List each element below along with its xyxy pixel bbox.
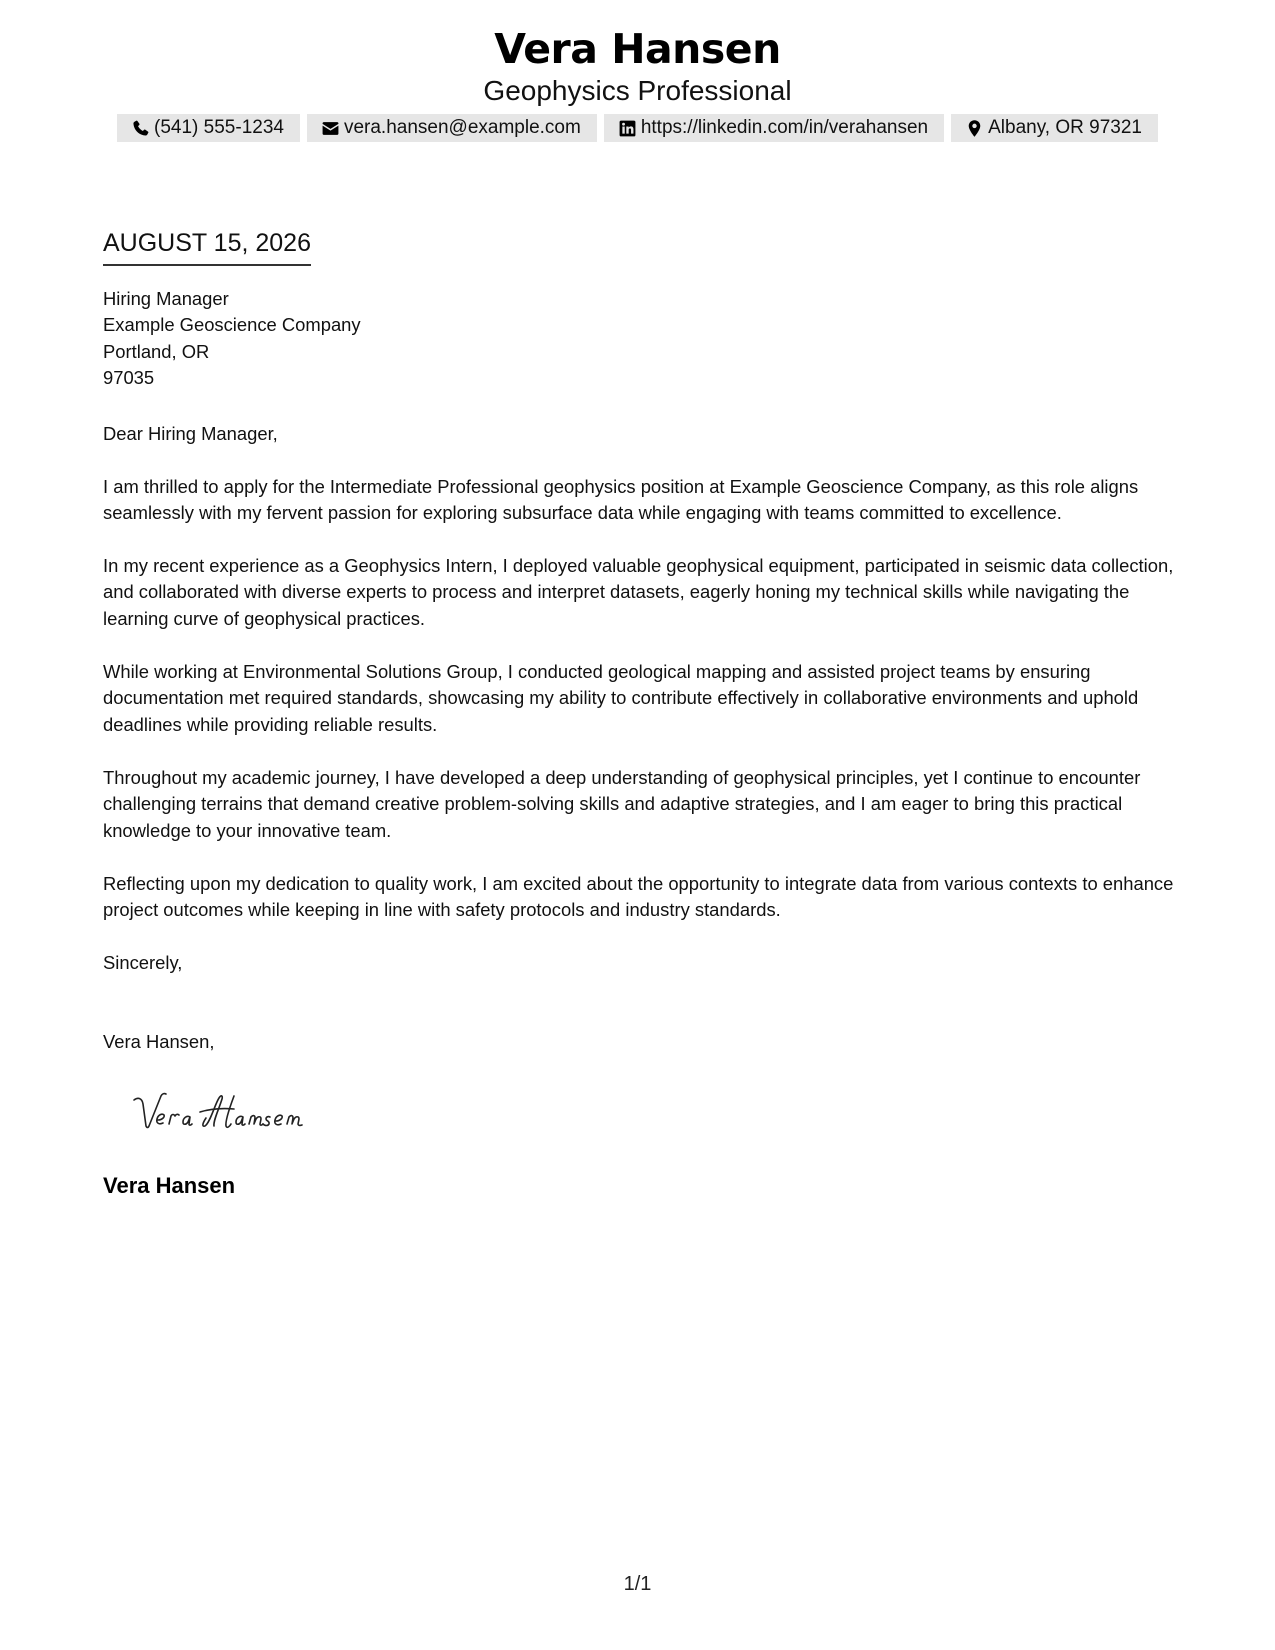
closing: Sincerely, — [103, 952, 183, 973]
body-paragraph: While working at Environmental Solutions Group, I conducted geological mapping and assisted project teams by ensuring documentation met required standards, showcasing my ability to contribute effectively in collaborative environments and uphold deadlines while providing reliable results. — [103, 661, 1139, 735]
applicant-name: Vera Hansen — [494, 25, 781, 73]
recipient-line: 97035 — [103, 366, 155, 388]
printed-name: Vera Hansen — [103, 1173, 236, 1198]
contact-bar — [0, 114, 1275, 142]
body-paragraph: I am thrilled to apply for the Intermediate Professional geophysics position at Example Geoscience Company, as this role aligns seamlessly with my fervent passion for exploring subsurface data while engaging with teams committed to excellence. — [103, 476, 1139, 524]
letter-date: AUGUST 15, 2026 — [103, 228, 311, 266]
letterhead — [0, 22, 1275, 108]
body-paragraph: Reflecting upon my dedication to quality work, I am excited about the opportunity to integrate data from various contexts to enhance project outcomes while keeping in line with safety protocols and industry standards. — [103, 873, 1174, 921]
envelope-icon — [321, 119, 340, 138]
contact-phone[interactable] — [117, 114, 300, 142]
contact-location-text: Albany, OR 97321 — [988, 117, 1142, 138]
contact-linkedin-text: https://linkedin.com/in/verahansen — [640, 117, 929, 138]
applicant-title: Geophysics Professional — [483, 75, 792, 106]
recipient-block — [103, 286, 1183, 391]
contact-linkedin[interactable] — [604, 114, 944, 142]
contact-phone-text: (541) 555-1234 — [154, 117, 284, 138]
salutation: Dear Hiring Manager, — [103, 423, 278, 444]
body-paragraph: Throughout my academic journey, I have developed a deep understanding of geophysical principles, yet I continue to encounter challenging terrains that demand creative problem-solving skills and adaptive strategies, and I am eager to bring this practical knowledge to your innovative team. — [103, 767, 1141, 841]
recipient-line: Portland, OR — [103, 340, 210, 362]
recipient-line: Hiring Manager — [103, 288, 229, 309]
handwritten-signature — [128, 1088, 338, 1138]
signoff-name: Vera Hansen, — [103, 1031, 215, 1052]
recipient-line: Example Geoscience Company — [103, 314, 361, 336]
contact-location[interactable] — [951, 114, 1158, 142]
page-number: 1/1 — [623, 1573, 652, 1595]
phone-icon — [131, 119, 150, 138]
contact-email[interactable] — [307, 114, 597, 142]
map-pin-icon — [965, 119, 984, 138]
contact-email-text: vera.hansen@example.com — [343, 117, 581, 138]
linkedin-icon — [618, 119, 637, 138]
body-paragraph: In my recent experience as a Geophysics Intern, I deployed valuable geophysical equipment, participated in seismic data collection, and collaborated with diverse experts to process and interpret datasets, eagerly honing my technical skills while navigating the learning curve of geophysical practices. — [103, 555, 1174, 629]
